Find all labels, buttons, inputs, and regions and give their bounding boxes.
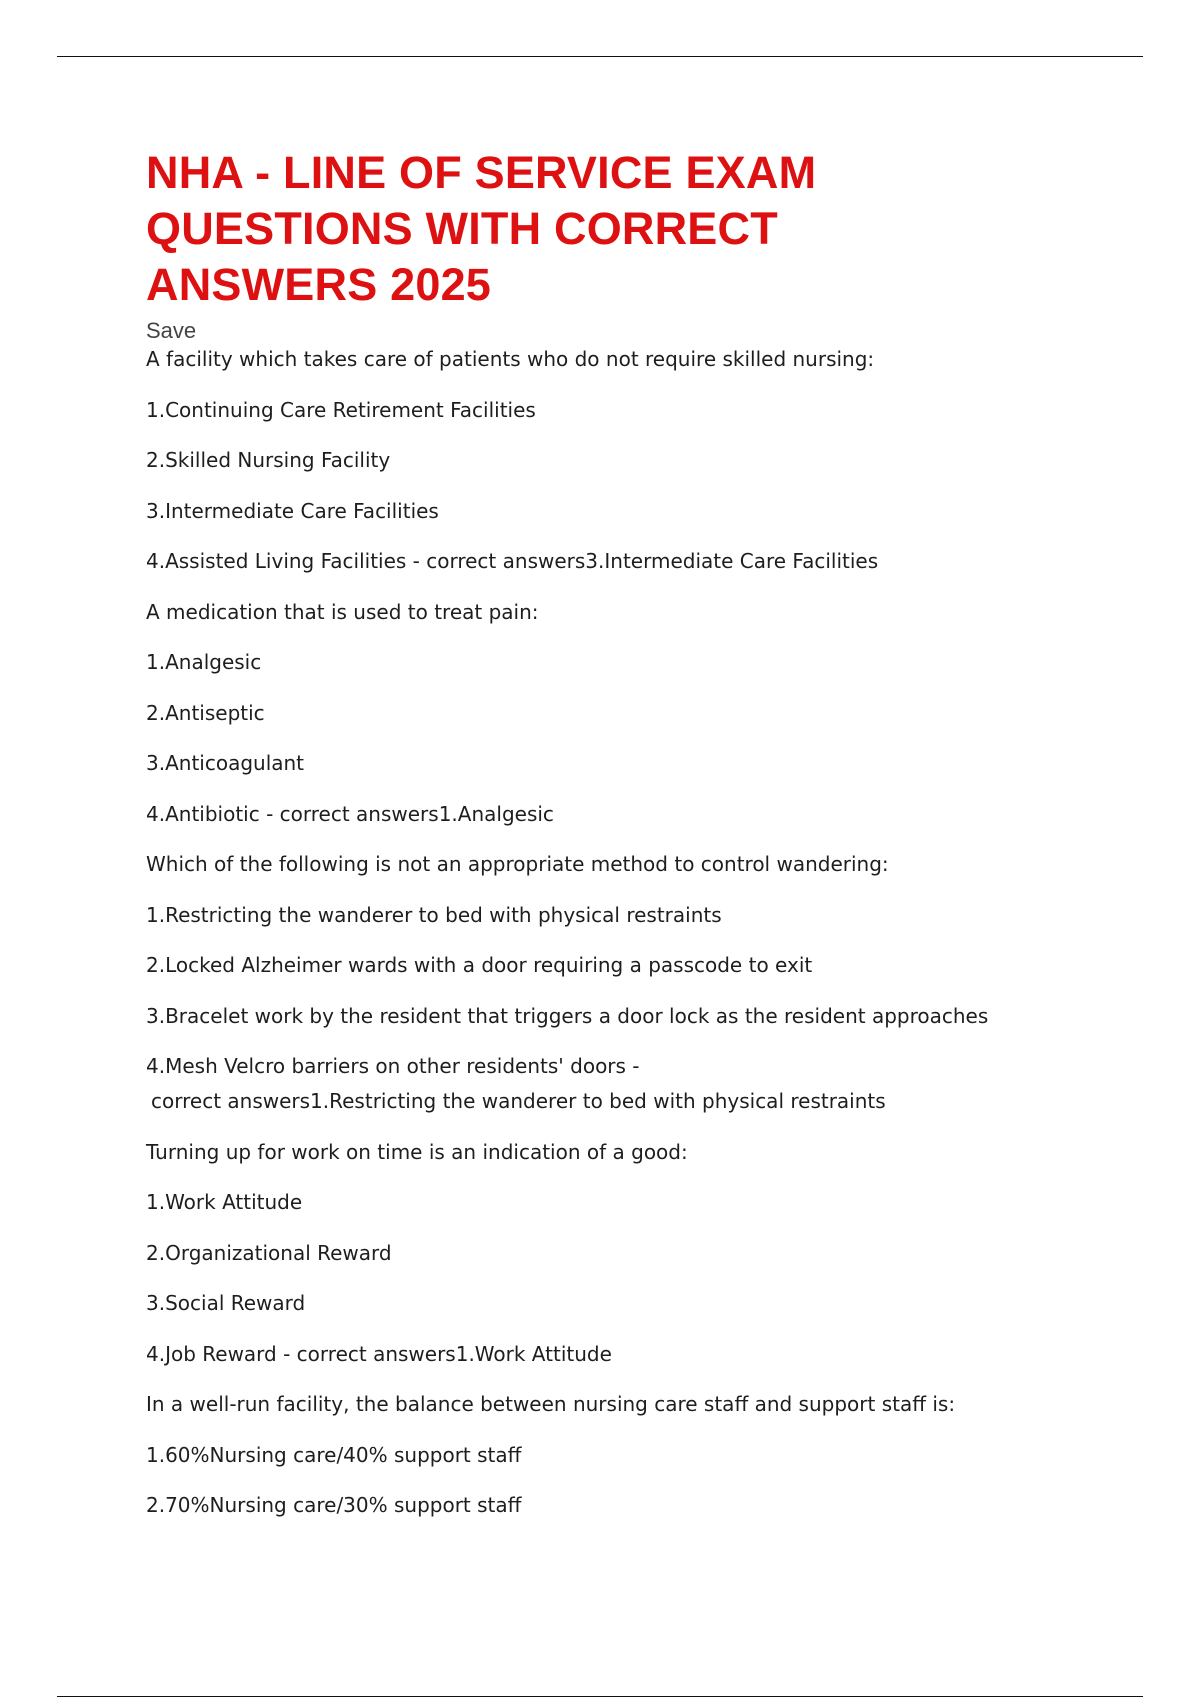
- question-block: [146, 347, 1146, 573]
- answer-option: 3.Anticoagulant: [146, 751, 305, 775]
- answer-option: 1.Analgesic: [146, 650, 262, 674]
- save-button[interactable]: Save: [146, 318, 197, 343]
- question-text: In a well-run facility, the balance between nursing care staff and support staff is:: [146, 1392, 956, 1416]
- answer-option-with-correct-answer: 4.Job Reward - correct answers1.Work Attitude: [146, 1341, 612, 1366]
- answer-option: 1.Restricting the wanderer to bed with physical restraints: [146, 902, 722, 927]
- top-rule: [57, 56, 1143, 57]
- answer-option: 2.70%Nursing care/30% support staff: [146, 1493, 522, 1517]
- answer-option: 2.Antiseptic: [146, 700, 265, 725]
- correct-answer-text: correct answers1.Restricting the wanderer to bed with physical restraints: [151, 1089, 886, 1113]
- bottom-rule: [57, 1696, 1143, 1697]
- answer-option: 1.60%Nursing care/40% support staff: [146, 1442, 522, 1467]
- answer-option: 2.Organizational Reward: [146, 1240, 392, 1265]
- answer-option-with-correct-answer: 4.Antibiotic - correct answers1.Analgesic: [146, 801, 554, 826]
- question-list: [146, 347, 1146, 1517]
- document-title: [146, 145, 1146, 313]
- answer-option: 1.Continuing Care Retirement Facilities: [146, 397, 536, 422]
- question-block: [146, 600, 1146, 826]
- answer-option-text: 4.Mesh Velcro barriers on other residents' doors -: [146, 1054, 640, 1078]
- answer-option-with-correct-answer: [146, 1054, 1146, 1113]
- question-text: Which of the following is not an appropriate method to control wandering:: [146, 852, 889, 876]
- question-block: [146, 852, 1146, 1113]
- answer-option: 3.Social Reward: [146, 1291, 306, 1315]
- document-body: [146, 145, 1146, 1544]
- question-block: [146, 1392, 1146, 1517]
- answer-option: 1.Work Attitude: [146, 1190, 303, 1214]
- title-line: NHA - LINE OF SERVICE EXAM: [146, 147, 817, 198]
- answer-option-with-correct-answer: 4.Assisted Living Facilities - correct answers3.Intermediate Care Facilities: [146, 549, 879, 573]
- answer-option: 3.Bracelet work by the resident that triggers a door lock as the resident approaches: [146, 1003, 989, 1028]
- answer-option: 3.Intermediate Care Facilities: [146, 498, 439, 523]
- question-text: A medication that is used to treat pain:: [146, 599, 539, 624]
- title-line: QUESTIONS WITH CORRECT: [146, 203, 778, 254]
- question-text: Turning up for work on time is an indication of a good:: [146, 1139, 688, 1164]
- question-text: A facility which takes care of patients who do not require skilled nursing:: [146, 347, 875, 371]
- answer-option: 2.Skilled Nursing Facility: [146, 448, 391, 472]
- answer-option: 2.Locked Alzheimer wards with a door requiring a passcode to exit: [146, 953, 813, 977]
- title-line: ANSWERS 2025: [146, 259, 492, 310]
- question-block: [146, 1140, 1146, 1366]
